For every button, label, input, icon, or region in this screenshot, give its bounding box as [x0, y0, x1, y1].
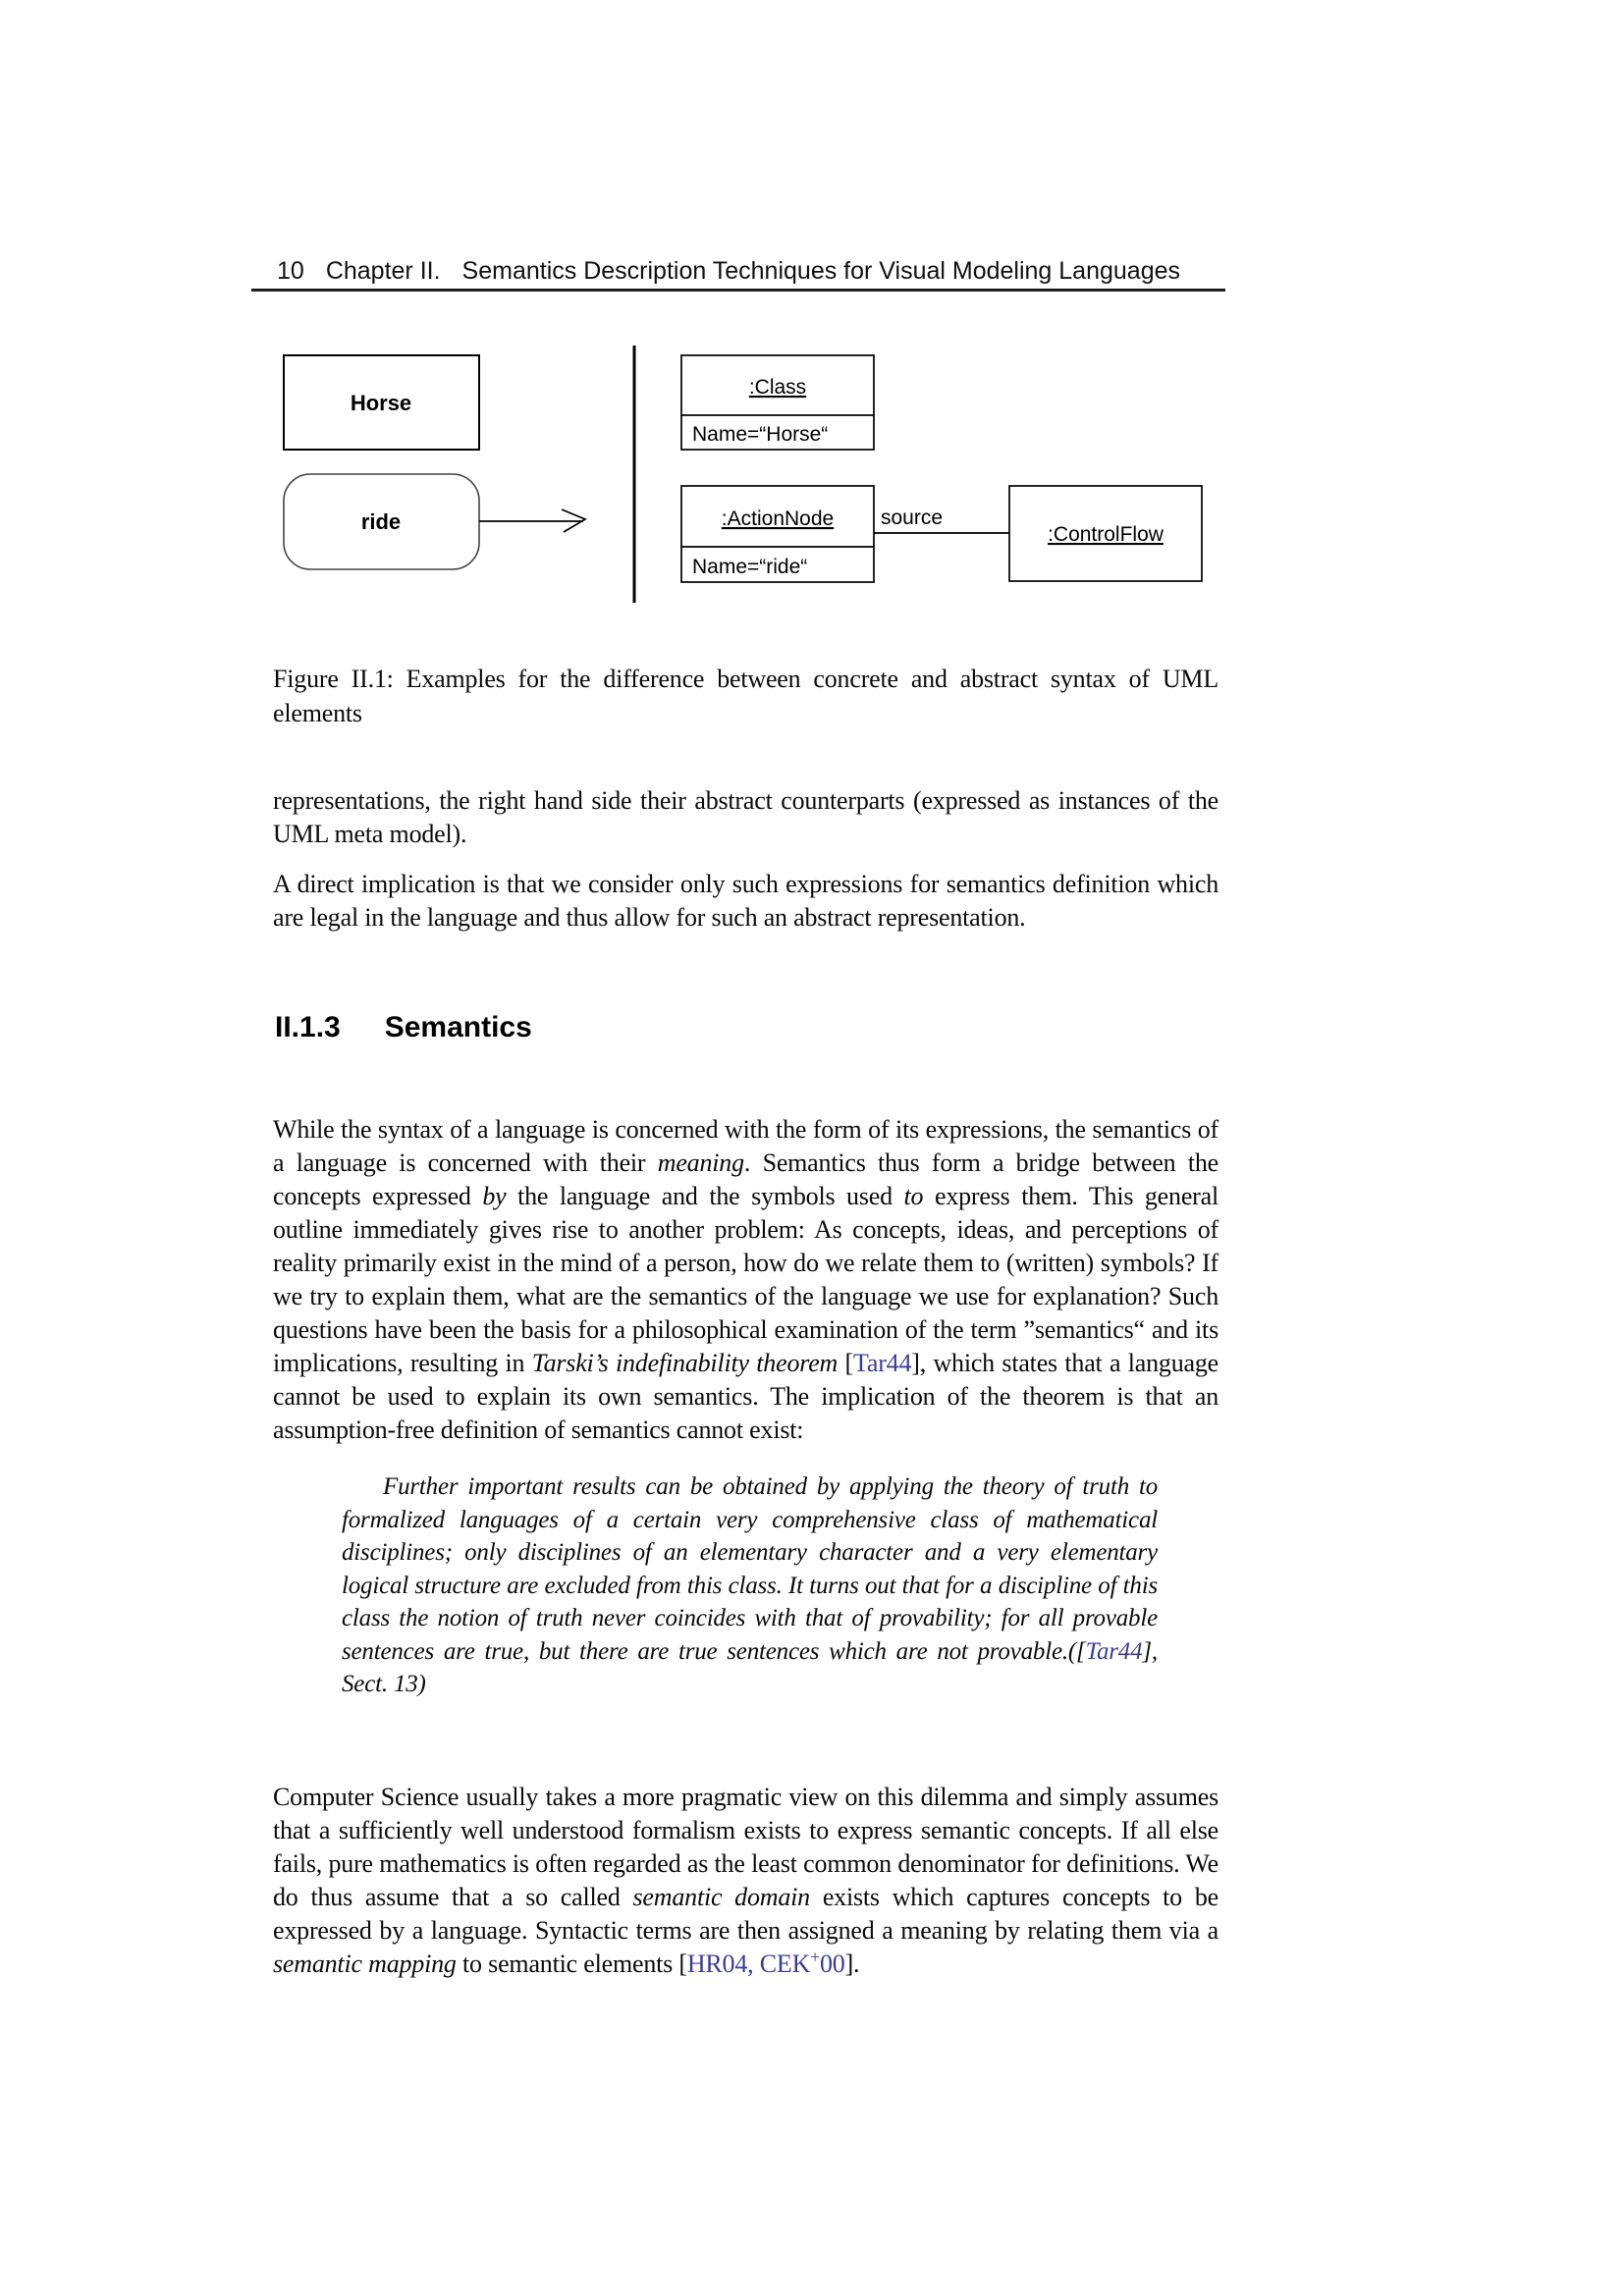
header-chapter-title: Semantics Description Techniques for Visual Modeling Languages — [461, 257, 1181, 285]
actionnode-instance-title: :ActionNode — [721, 507, 835, 530]
paragraph-computer-science — [273, 1781, 1218, 1981]
citation-link[interactable]: HR04, CEK — [686, 1949, 811, 1978]
text-run: Further important results can be obtained by applying the theory of truth to formalized languages of a certain very comprehensive class of mathematical disciplines; only disciplines of an elementary character and a very elementary logical structure are excluded from this class. It turns out that for a discipline of this class the notion of truth never coincides with that of provability; for all provable sentences are true, but there are true sentences which are not provable.([ — [342, 1473, 1158, 1665]
citation-link[interactable]: + — [810, 1947, 820, 1967]
paragraph-direct-implication — [273, 868, 1218, 934]
text-run: While the syntax of a language is concerned with the form of its expressions, the semantics of a language is concerned with their — [273, 1115, 1218, 1177]
text-run: . Semantics thus form a bridge between the concepts expressed — [273, 1148, 1218, 1210]
citation-link[interactable]: Tar44 — [1085, 1637, 1143, 1665]
text-run: ], which states that a language cannot be used to explain its own semantics. The implication of the theorem is that an assumption-free definition of semantics cannot exist: — [273, 1349, 1218, 1444]
text-run: exists which captures concepts to be expressed by a language. Syntactic terms are then assigned a meaning by relating them via a — [273, 1883, 1218, 1945]
ride-label: ride — [360, 509, 402, 534]
text-run: meaning — [657, 1148, 744, 1177]
text-run: ]. — [844, 1949, 860, 1978]
text-run: the language and the symbols used — [506, 1182, 904, 1210]
text-run: ], Sect. 13) — [342, 1637, 1158, 1697]
header-chapter-label: Chapter II. — [325, 257, 441, 285]
text-run: A direct implication is that we consider only such expressions for semantics definition which are legal in the language and thus allow for such an abstract representation. — [273, 870, 1218, 932]
text-run: Computer Science usually takes a more pragmatic view on this dilemma and simply assumes that a sufficiently well understood formalism exists to express semantic concepts. If all else fails, pure mathematics is often regarded as the least common denominator for definitions. We do thus assume that a so called — [273, 1783, 1218, 1911]
citation-link[interactable]: 00 — [819, 1949, 845, 1978]
text-run: semantic domain — [632, 1883, 810, 1911]
text-run: express them. This general outline immediately gives rise to another problem: As concepts, ideas, and perceptions of reality primarily exist in the mind of a person, how do we relate them to (written) symbols? If we try to explain them, what are the semantics of the language we use for explanation? Such questions have been the basis for a philosophical examination of the term ”semantics“ and its implications, resulting in — [273, 1182, 1218, 1377]
text-run: semantic mapping — [273, 1949, 457, 1978]
text-run: by — [482, 1182, 507, 1210]
text-run: Tarski’s indefinability theorem — [531, 1349, 839, 1377]
running-header — [277, 257, 1239, 286]
section-heading — [275, 1011, 532, 1044]
paragraph-semantics-intro — [273, 1113, 1218, 1447]
text-run: to — [903, 1182, 924, 1210]
figure-uml-example — [273, 339, 1225, 614]
figure-caption: Figure II.1: Examples for the difference between concrete and abstract syntax of UML elements — [273, 665, 1218, 727]
section-title: Semantics — [384, 1011, 532, 1043]
text-run: representations, the right hand side their abstract counterparts (expressed as instances of the UML meta model). — [273, 786, 1218, 848]
quote-tarski — [342, 1470, 1158, 1701]
text-run: to semantic elements [ — [456, 1949, 687, 1978]
class-instance-title: :Class — [748, 376, 807, 399]
text-run: [ — [838, 1349, 853, 1377]
class-instance-attribute: Name=“Horse“ — [692, 423, 829, 446]
source-edge-label: source — [881, 507, 944, 529]
controlflow-instance-title: :ControlFlow — [1048, 523, 1164, 546]
citation-link[interactable]: Tar44 — [853, 1349, 912, 1377]
horse-label: Horse — [350, 391, 412, 415]
header-rule — [251, 289, 1225, 292]
header-page-number: 10 — [277, 257, 304, 285]
paragraph-representations — [273, 784, 1218, 851]
control-flow-arrow-icon — [479, 509, 585, 532]
section-number: II.1.3 — [275, 1011, 341, 1043]
actionnode-instance-attribute: Name=“ride“ — [692, 556, 808, 578]
